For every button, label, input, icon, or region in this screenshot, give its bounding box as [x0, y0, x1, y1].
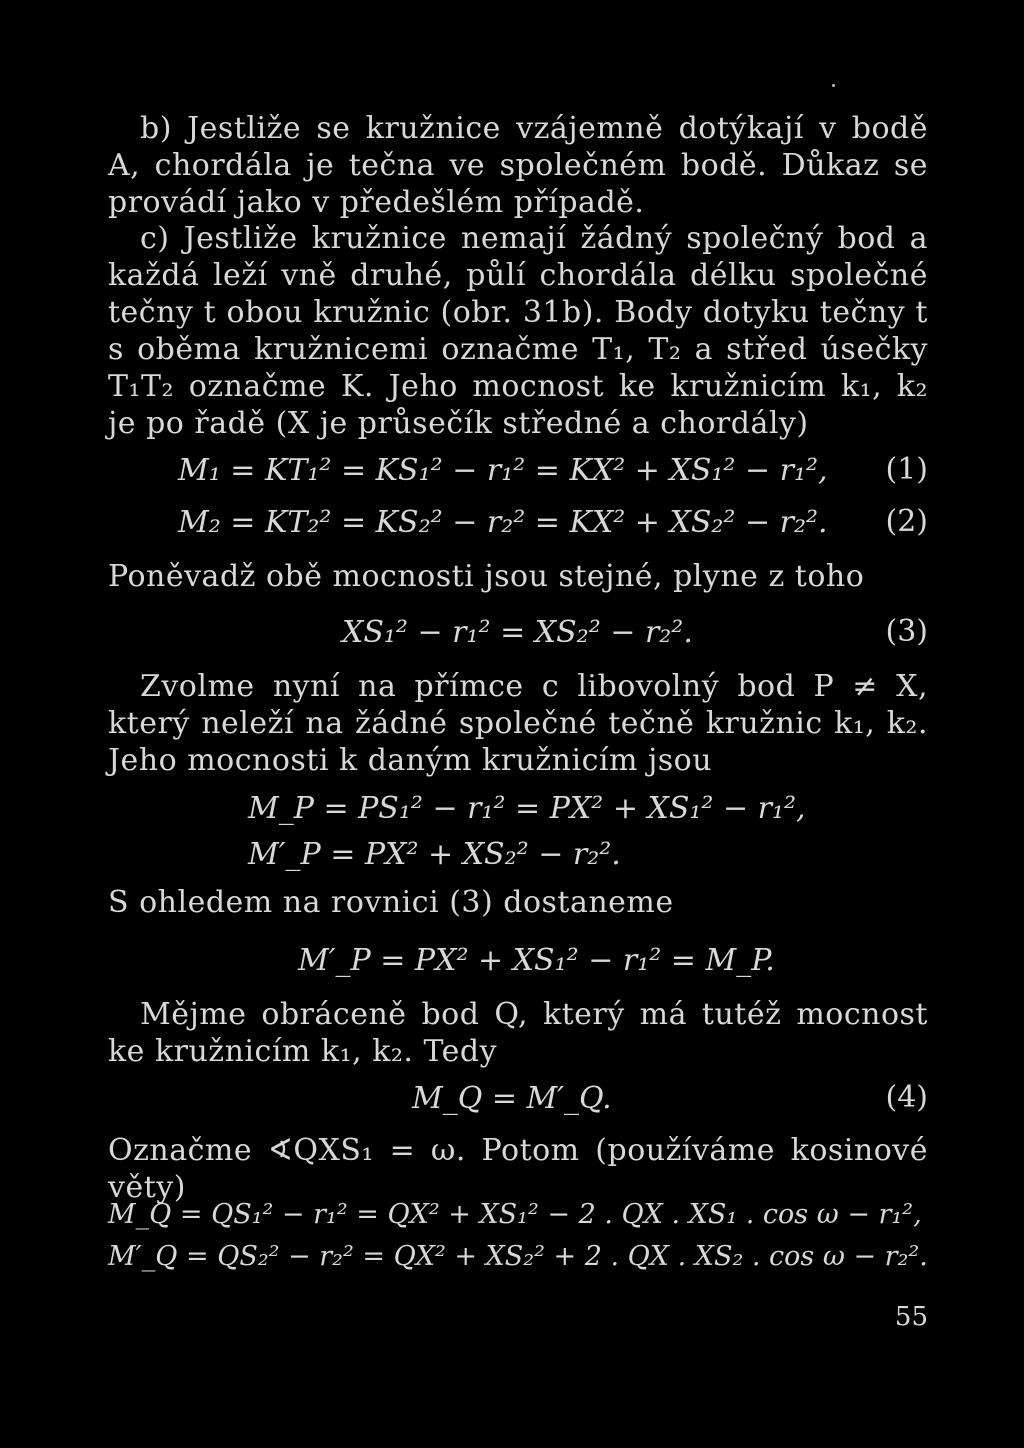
paragraph-conversely-text: Mějme obráceně bod Q, který má tutéž mocnost ke kružnicím k₁, k₂. Tedy — [108, 997, 928, 1069]
equation-4-number: (4) — [885, 1080, 928, 1115]
paragraph-c — [108, 220, 928, 442]
page-number: 55 — [894, 1302, 928, 1332]
paragraph-regard — [108, 884, 928, 921]
paragraph-conversely — [108, 996, 928, 1070]
equation-p1: M_P = PS₁² − r₁² = PX² + XS₁² − r₁², — [248, 791, 806, 826]
paragraph-choose-text: Zvolme nyní na přímce c libovolný bod P ≠ X, který neleží na žádné společné tečně kružnic k₁, k₂. Jeho mocnosti k daným kružnicím jsou — [108, 669, 928, 778]
equation-p2: M′_P = PX² + XS₂² − r₂². — [248, 837, 621, 872]
equation-3: XS₁² − r₁² = XS₂² − r₂². — [342, 615, 693, 650]
equation-2: M₂ = KT₂² = KS₂² − r₂² = KX² + XS₂² − r₂². — [178, 505, 828, 540]
equation-p3: M′_P = PX² + XS₁² − r₁² = M_P. — [298, 943, 775, 978]
equation-2-number: (2) — [885, 504, 928, 539]
paragraph-regard-text: S ohledem na rovnici (3) dostaneme — [108, 885, 674, 920]
paragraph-b-text: b) Jestliže se kružnice vzájemně dotýkají v bodě A, chordála je tečna ve společném bodě. Důkaz se provádí jako v předešlém případě. — [108, 111, 928, 220]
paragraph-since — [108, 558, 928, 595]
paragraph-denote — [108, 1132, 928, 1206]
equation-3-number: (3) — [885, 614, 928, 649]
paragraph-denote-text: Označme ∢QXS₁ = ω. Potom (používáme kosinové věty) — [108, 1133, 928, 1205]
paragraph-c-text: c) Jestliže kružnice nemají žádný společný bod a každá leží vně druhé, půlí chordála délku společné tečny t obou kružnic (obr. 31b). Body dotyku tečny t s oběma kružnicemi označme T₁, T₂ a střed úsečky T₁T₂ označme K. Jeho mocnost ke kružnicím k₁, k₂ je po řadě (X je průsečík středné a chordály) — [108, 221, 928, 441]
equation-1: M₁ = KT₁² = KS₁² − r₁² = KX² + XS₁² − r₁², — [178, 453, 828, 488]
equation-1-number: (1) — [885, 452, 928, 487]
paragraph-since-text: Poněvadž obě mocnosti jsou stejné, plyne z toho — [108, 559, 865, 594]
equation-q2: M′_Q = QS₂² − r₂² = QX² + XS₂² + 2 . QX . XS₂ . cos ω − r₂². — [108, 1241, 928, 1272]
equation-4: M_Q = M′_Q. — [412, 1081, 612, 1116]
equation-q1: M_Q = QS₁² − r₁² = QX² + XS₁² − 2 . QX . XS₁ . cos ω − r₁², — [108, 1199, 922, 1230]
paragraph-b — [108, 110, 928, 221]
paragraph-choose — [108, 668, 928, 779]
stray-dot — [832, 84, 835, 87]
